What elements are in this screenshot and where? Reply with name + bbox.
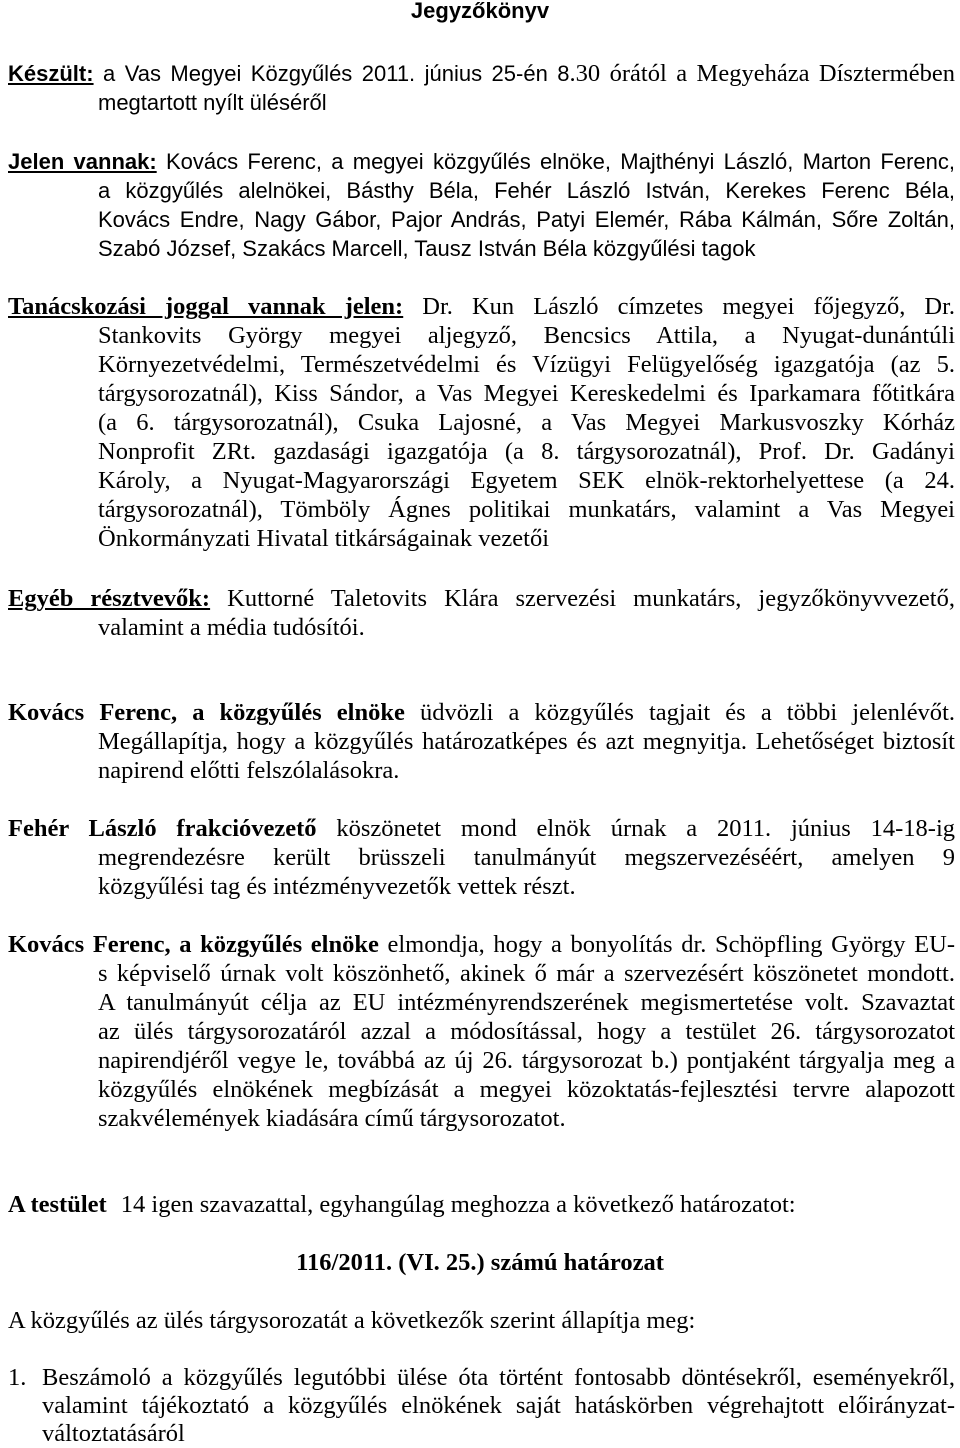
other-participants-line: valamint a média tudósítói. <box>98 614 365 641</box>
opening-line: napirend előtti felszólalásokra. <box>98 757 400 784</box>
other-participants-paragraph <box>8 584 955 642</box>
list-item <box>8 1364 955 1448</box>
feher-line <box>8 814 955 843</box>
chair-statement-text: elmondja, hogy a bonyolítás dr. Schöpfling György EU- <box>387 931 955 958</box>
opening-line <box>8 698 955 727</box>
other-participants-line <box>8 584 955 613</box>
advisory-text: Dr. Kun László címzetes megyei főjegyző, Dr. <box>422 293 956 320</box>
feher-line: közgyűlési tag és intézményvezetők vettek részt. <box>98 873 576 900</box>
feher-text: köszönetet mond elnök úrnak a 2011. június 14-18-ig <box>336 815 956 842</box>
made-line <box>8 59 955 88</box>
advisory-line: Nonprofit ZRt. gazdasági igazgatója (a 8. tárgysorozatnál), Prof. Dr. Gadányi <box>98 438 955 465</box>
list-item-line: valamint tájékoztató a közgyűlés elnökének saját hatáskörben végrehajtott előirányzat- <box>42 1392 955 1419</box>
resolution-title: 116/2011. (VI. 25.) számú határozat <box>296 1249 664 1276</box>
advisory-line: tárgysorozatnál), Kiss Sándor, a Vas Megyei Kereskedelmi és Iparkamara főtitkára <box>98 380 955 407</box>
chair-statement-line <box>8 930 955 959</box>
made-line: megtartott nyílt üléséről <box>98 90 327 115</box>
present-label: Jelen vannak: <box>8 149 157 174</box>
feher-speaker: Fehér László frakcióvezető <box>8 815 317 842</box>
advisory-line: tárgysorozatnál), Tömböly Ágnes politikai munkatárs, valamint a Vas Megyei <box>98 496 955 523</box>
made-paragraph <box>8 59 955 117</box>
chair-statement-paragraph <box>8 930 955 1133</box>
made-text-sans: a Vas Megyei Közgyűlés 2011. június 25-én 8 <box>103 61 570 86</box>
resolution-intro-paragraph <box>8 1306 955 1335</box>
chair-statement-line: A tanulmányút célja az EU intézményrendszerének megismertetése volt. Szavaztat <box>98 989 955 1016</box>
other-participants-text: Kuttorné Taletovits Klára szervezési munkatárs, jegyzőkönyvvezető, <box>227 585 955 612</box>
present-text: Kovács Ferenc, a megyei közgyűlés elnöke, Majthényi László, Marton Ferenc, <box>165 149 955 174</box>
chair-statement-speaker: Kovács Ferenc, a közgyűlés elnöke <box>8 931 379 958</box>
chair-statement-line: s képviselő úrnak volt köszönhető, akinek ő már a szervezésért köszönetet mondott. <box>98 960 955 987</box>
present-line: Kovács Endre, Nagy Gábor, Pajor András, Patyi Elemér, Rába Kálmán, Sőre Zoltán, <box>98 207 955 232</box>
advisory-line: Károly, a Nyugat-Magyarországi Egyetem SEK elnök-rektorhelyettese (a 24. <box>98 467 955 494</box>
other-participants-label: Egyéb résztvevők: <box>8 585 211 612</box>
present-paragraph <box>8 147 955 263</box>
advisory-line: Környezetvédelmi, Természetvédelmi és Vízügyi Felügyelőség igazgatója (az 5. <box>98 351 955 378</box>
feher-line: megrendezésre került brüsszeli tanulmányút megszervezéséért, amelyen 9 <box>98 844 955 871</box>
list-item-number: 1. <box>8 1364 27 1391</box>
vote-text: 14 igen szavazattal, egyhangúlag meghozza a következő határozatot: <box>120 1191 796 1218</box>
advisory-line: Stankovits György megyei aljegyző, Bencsics Attila, a Nyugat-dunántúli <box>98 322 955 349</box>
feher-paragraph <box>8 814 955 901</box>
advisory-paragraph <box>8 292 955 553</box>
advisory-label: Tanácskozási joggal vannak jelen: <box>8 293 404 320</box>
advisory-line <box>8 292 955 321</box>
chair-statement-line: napirendjéről vegye le, továbbá az új 26. tárgysorozat b.) pontjaként tárgyalja meg a <box>98 1047 955 1074</box>
vote-paragraph <box>8 1190 955 1219</box>
present-line: a közgyűlés alelnökei, Básthy Béla, Fehér László István, Kerekes Ferenc Béla, <box>98 178 955 203</box>
list-item-line: változtatásáról <box>42 1420 185 1447</box>
present-line: Szabó József, Szakács Marcell, Tausz István Béla közgyűlési tagok <box>98 236 756 261</box>
vote-line <box>8 1190 955 1219</box>
made-label: Készült: <box>8 61 94 86</box>
present-line <box>8 147 955 176</box>
list-item-body <box>42 1364 955 1448</box>
opening-speaker: Kovács Ferenc, a közgyűlés elnöke <box>8 699 405 726</box>
made-text-serif: .30 órától a Megyeháza Dísztermében <box>569 60 955 87</box>
opening-line: Megállapítja, hogy a közgyűlés határozatképes és azt megnyitja. Lehetőséget biztosít <box>98 728 955 755</box>
resolution-intro: A közgyűlés az ülés tárgysorozatát a következők szerint állapítja meg: <box>8 1307 696 1334</box>
advisory-line: Önkormányzati Hivatal titkárságainak vezetői <box>98 525 550 552</box>
chair-statement-line: szakvélemények kiadására című tárgysorozatot. <box>98 1105 566 1132</box>
list-item-line: Beszámoló a közgyűlés legutóbbi ülése óta történt fontosabb döntésekről, eseményekről, <box>42 1364 955 1391</box>
vote-subject: A testület <box>8 1191 107 1218</box>
resolution-heading <box>0 1248 960 1277</box>
document-title: Jegyzőkönyv <box>410 0 550 23</box>
chair-statement-line: az ülés tárgysorozatáról azzal a módosítással, hogy a testület 26. tárgysorozatot <box>98 1018 955 1045</box>
agenda-list <box>8 1364 955 1448</box>
chair-statement-line: közgyűlés elnökének megbízását a megyei közoktatás-fejlesztési tervre alapozott <box>98 1076 955 1103</box>
advisory-line: (a 6. tárgysorozatnál), Csuka Lajosné, a Vas Megyei Markusvoszky Kórház <box>98 409 955 436</box>
opening-paragraph <box>8 698 955 785</box>
opening-text: üdvözli a közgyűlés tagjait és a többi jelenlévőt. <box>419 699 955 726</box>
